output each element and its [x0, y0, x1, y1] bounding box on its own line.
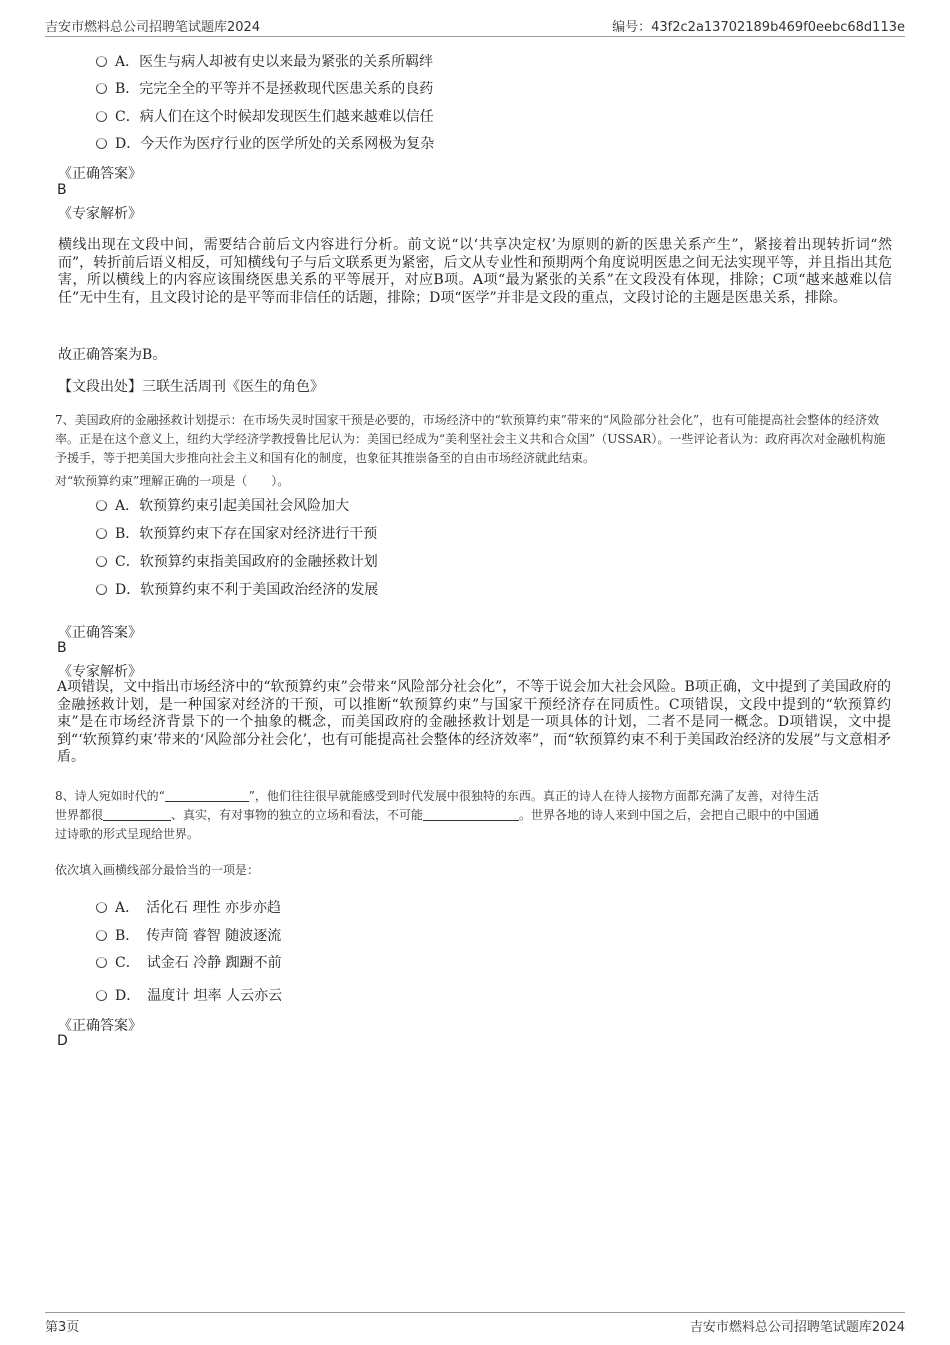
radio-icon[interactable] [96, 500, 107, 511]
radio-icon[interactable] [96, 930, 107, 941]
q8-option-b[interactable]: B． 传声筒 睿智 随波逐流 [96, 925, 281, 945]
radio-icon[interactable] [96, 111, 107, 122]
q6-analysis: 横线出现在文段中间，需要结合前后文内容进行分析。前文说“以‘共享决定权’为原则的新的医患关系产生”，紧接着出现转折词“然而”，转折前后语义相反，可知横线句子与后文联系更为紧密，后文从专业性和预期两个角度说明医患之间无法实现平等，并且指出其危害，所以横线上的内容应该围绕医患关系的平等展开，对应B项。A项“最为紧张的关系”在文段没有体现，排除；C项“越来越难以信任”无中生有，且文段讨论的是平等而非信任的话题，排除；D项“医学”并非是文段的重点，文段讨论的主题是医患关系，排除。 [58, 237, 892, 306]
radio-icon[interactable] [96, 56, 107, 67]
q8-option-a[interactable]: A． 活化石 理性 亦步亦趋 [96, 897, 281, 917]
radio-icon[interactable] [96, 584, 107, 595]
q7-question: 对“软预算约束”理解正确的一项是（ ）。 [55, 474, 290, 488]
q8-stem: 8、诗人宛如时代的“ ”，他们往往很早就能感受到时代发展中很独特的东西。真正的诗人在待人接物方面都充满了友善，对待生活 世界都很 、真实，有对事物的独立的立场和看法，不可能 。世界各地的诗人来到中国之后，会把自己眼中的中国通 过诗歌的形式呈现给世界。 [55, 789, 820, 841]
q6-source: 【文段出处】三联生活周刊《医生的角色》 [58, 379, 324, 395]
radio-icon[interactable] [96, 556, 107, 567]
page-footer [45, 1312, 905, 1337]
q7-option-b[interactable]: B．软预算约束下存在国家对经济进行干预 [96, 523, 377, 543]
q6-answer: B [57, 182, 67, 198]
radio-icon[interactable] [96, 138, 107, 149]
q7-answer-label: 《正确答案》 [58, 625, 142, 641]
q8-question: 依次填入画横线部分最恰当的一项是： [55, 863, 260, 877]
q8-option-d[interactable]: D． 温度计 坦率 人云亦云 [96, 985, 282, 1005]
radio-icon[interactable] [96, 990, 107, 1001]
q7-analysis: A项错误，文中指出市场经济中的“软预算约束”会带来“风险部分社会化”，不等于说会加大社会风险。B项正确，文中提到了美国政府的金融拯救计划，是一种国家对经济的干预，可以推断“软预算约束”与国家干预经济存在同质性。C项错误，文段中提到的“软预算约束”是在市场经济背景下的一个抽象的概念，而美国政府的金融拯救计划是一项具体的计划，二者不是同一概念。D项错误，文中提到“‘软预算约束’带来的‘风险部分社会化’，也有可能提高社会整体的经济效率”，而“软预算约束不利于美国政治经济的发展”与文意相矛盾。 [57, 679, 891, 765]
fill-blank [103, 808, 171, 821]
fill-blank [423, 808, 519, 821]
q7-analysis-label: 《专家解析》 [58, 664, 142, 680]
page-number: 第3页 [45, 1320, 80, 1335]
q8-answer: D [57, 1033, 68, 1049]
page-header [45, 14, 905, 37]
q7-option-c[interactable]: C．软预算约束指美国政府的金融拯救计划 [96, 551, 378, 571]
radio-icon[interactable] [96, 528, 107, 539]
q6-option-b[interactable]: B．完完全全的平等并不是拯救现代医患关系的良药 [96, 78, 433, 98]
q6-conclusion: 故正确答案为B。 [58, 347, 167, 363]
footer-title: 吉安市燃料总公司招聘笔试题库2024 [689, 1320, 905, 1335]
q7-answer: B [57, 640, 67, 656]
q7-option-a[interactable]: A．软预算约束引起美国社会风险加大 [96, 495, 349, 515]
radio-icon[interactable] [96, 83, 107, 94]
q8-option-c[interactable]: C． 试金石 冷静 踟蹰不前 [96, 952, 282, 972]
q8-answer-label: 《正确答案》 [58, 1018, 142, 1034]
q6-option-a[interactable]: A．医生与病人却被有史以来最为紧张的关系所羁绊 [96, 51, 433, 71]
radio-icon[interactable] [96, 957, 107, 968]
header-title: 吉安市燃料总公司招聘笔试题库2024 [45, 20, 261, 35]
q6-analysis-label: 《专家解析》 [58, 206, 142, 222]
fill-blank [165, 789, 249, 802]
q6-option-c[interactable]: C．病人们在这个时候却发现医生们越来越难以信任 [96, 106, 434, 126]
q6-option-d[interactable]: D．今天作为医疗行业的医学所处的关系网极为复杂 [96, 133, 434, 153]
q7-stem: 7、美国政府的金融拯救计划提示：在市场失灵时国家干预是必要的，市场经济中的“软预算约束”带来的“风险部分社会化”，也有可能提高社会整体的经济效率。正是在这个意义上，纽约大学经济学教授鲁比尼认为：美国已经成为“美利坚社会主义共和合众国”（USSAR）。一些评论者认为：政府再次对金融机构施予援手，等于把美国大步推向社会主义和国有化的制度，也象征其推崇备至的自由市场经济就此结束。 [55, 413, 886, 465]
q6-answer-label: 《正确答案》 [58, 166, 142, 182]
header-id: 编号：43f2c2a13702189b469f0eebc68d113e [612, 20, 905, 35]
radio-icon[interactable] [96, 902, 107, 913]
q7-option-d[interactable]: D．软预算约束不利于美国政治经济的发展 [96, 579, 378, 599]
